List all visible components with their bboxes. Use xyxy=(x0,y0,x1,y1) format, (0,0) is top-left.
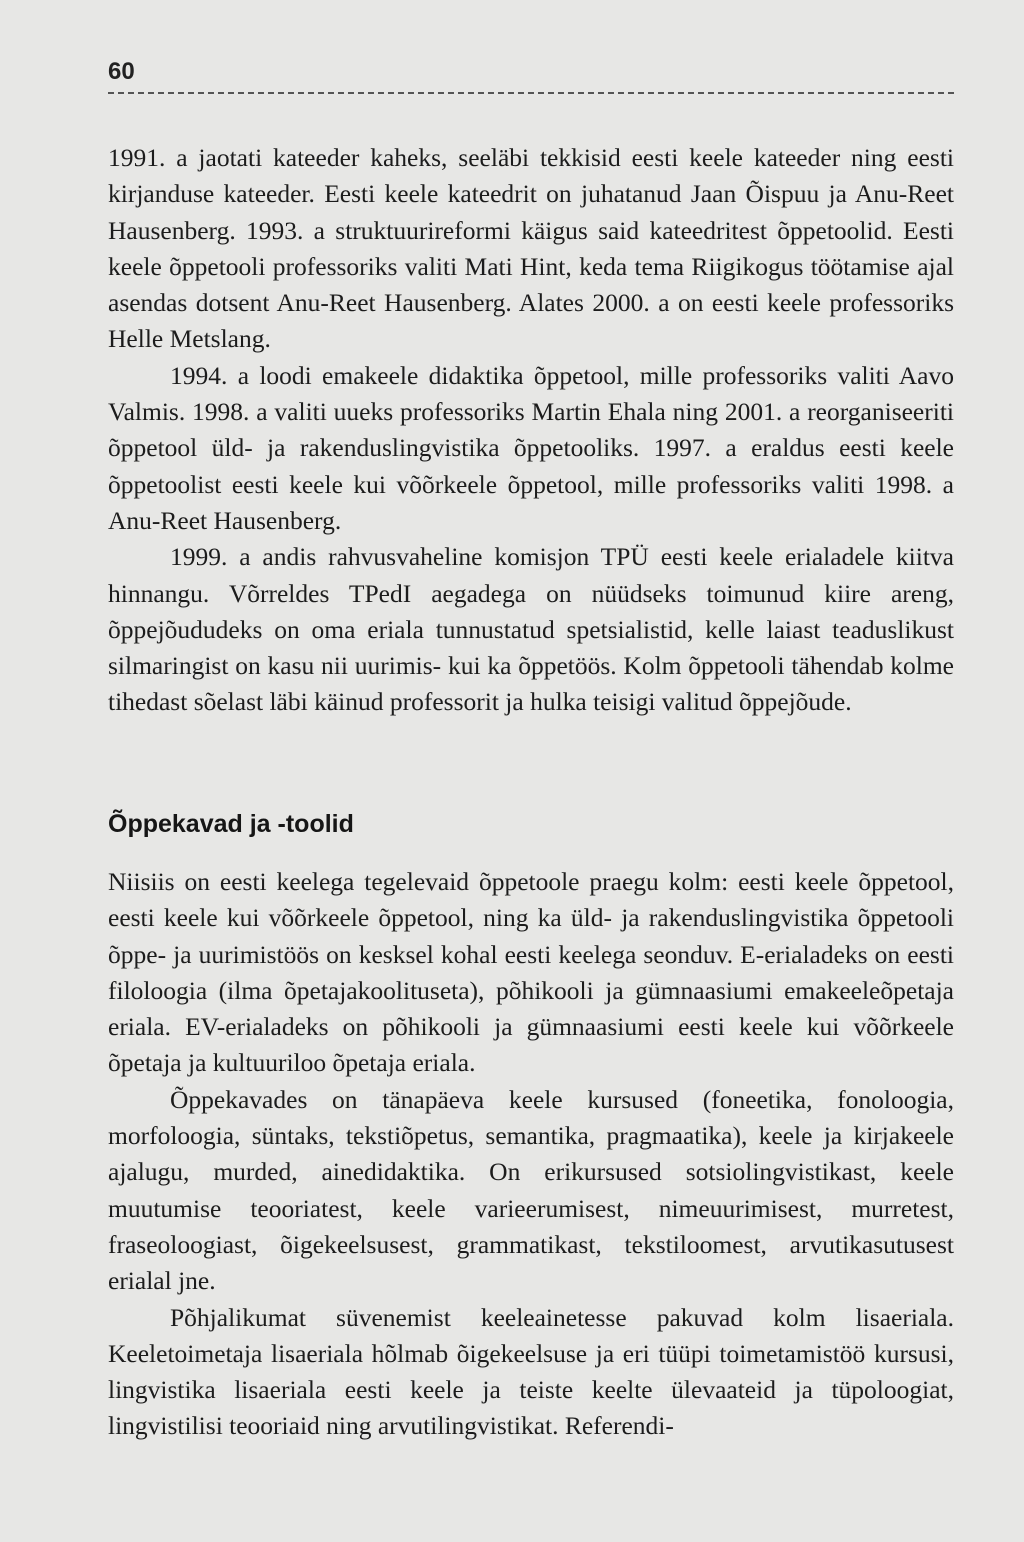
body-text-section-1 xyxy=(108,140,954,721)
section-heading: Õppekavad ja -toolid xyxy=(108,810,354,838)
paragraph: Õppekavades on tänapäeva keele kursused (foneetika, fonoloogia, morfoloogia, süntaks, tekstiõpetus, semantika, pragmaatika), keele ja kirjakeele ajalugu, murded, ainedidaktika. On erikursused sotsiolingvistikast, keele muutumise teooriatest, keele varieerumisest, nimeuurimisest, murretest, fraseoloogiast, õigekeelsusest, grammatikast, tekstiloomest, arvutikasutusest erialal jne. xyxy=(108,1084,954,1296)
header-divider xyxy=(108,92,954,94)
body-text-section-2 xyxy=(108,864,954,1445)
paragraph: 1994. a loodi emakeele didaktika õppetool, mille professoriks valiti Aavo Valmis. 1998. a valiti uueks professoriks Martin Ehala ning 2001. a reorganiseeriti õppetool üld- ja rakenduslingvistika õppetooliks. 1997. a eraldus eesti keele õppetoolist eesti keele kui võõrkeele õppetool, mille professoriks valiti 1998. a Anu-Reet Hausenberg. xyxy=(108,360,954,535)
paragraph: 1999. a andis rahvusvaheline komisjon TPÜ eesti keele erialadele kiitva hinnangu. Võrreldes TPedI aegadega on nüüdseks toimunud kiire areng, õppejõududeks on oma eriala tunnustatud spetsialistid, kelle laiast teaduslikust silmaringist on kasu nii uurimis- kui ka õppetöös. Kolm õppetooli tähendab kolme tihedast sõelast läbi käinud professorit ja hulka teisigi valitud õppejõude. xyxy=(108,542,954,717)
paragraph: Niisiis on eesti keelega tegelevaid õppetoole praegu kolm: eesti keele õppetool, eesti keele kui võõrkeele õppetool, ning ka üld- ja rakenduslingvistika õppetooli õppe- ja uurimistöös on kesksel kohal eesti keelega seonduv. E-erialadeks on eesti filoloogia (ilma õpetajakoolituseta), põhikooli ja gümnaasiumi emakeeleõpetaja eriala. EV-erialadeks on põhikooli ja gümnaasiumi eesti keele kui võõrkeele õpetaja ja kultuuriloo õpetaja eriala. xyxy=(108,867,954,1078)
page-number: 60 xyxy=(108,58,135,85)
paragraph: Põhjalikumat süvenemist keeleainetesse pakuvad kolm lisaeriala. Keeletoimetaja lisaeriala hõlmab õigekeelsuse ja eri tüüpi toimetamistöö kursusi, lingvistika lisaeriala eesti keele ja teiste keelte ülevaateid ja tüpoloogiat, lingvistilisi teooriaid ning arvutilingvistikat. Referendi- xyxy=(108,1302,954,1441)
paragraph: 1991. a jaotati kateeder kaheks, seeläbi tekkisid eesti keele kateeder ning eesti kirjanduse kateeder. Eesti keele kateedrit on juhatanud Jaan Õispuu ja Anu-Reet Hausenberg. 1993. a struktuurireformi käigus said kateedritest õppetoolid. Eesti keele õppetooli professoriks valiti Mati Hint, keda tema Riigikogus töötamise ajal asendas dotsent Anu-Reet Hausenberg. Alates 2000. a on eesti keele professoriks Helle Metslang. xyxy=(108,143,954,354)
